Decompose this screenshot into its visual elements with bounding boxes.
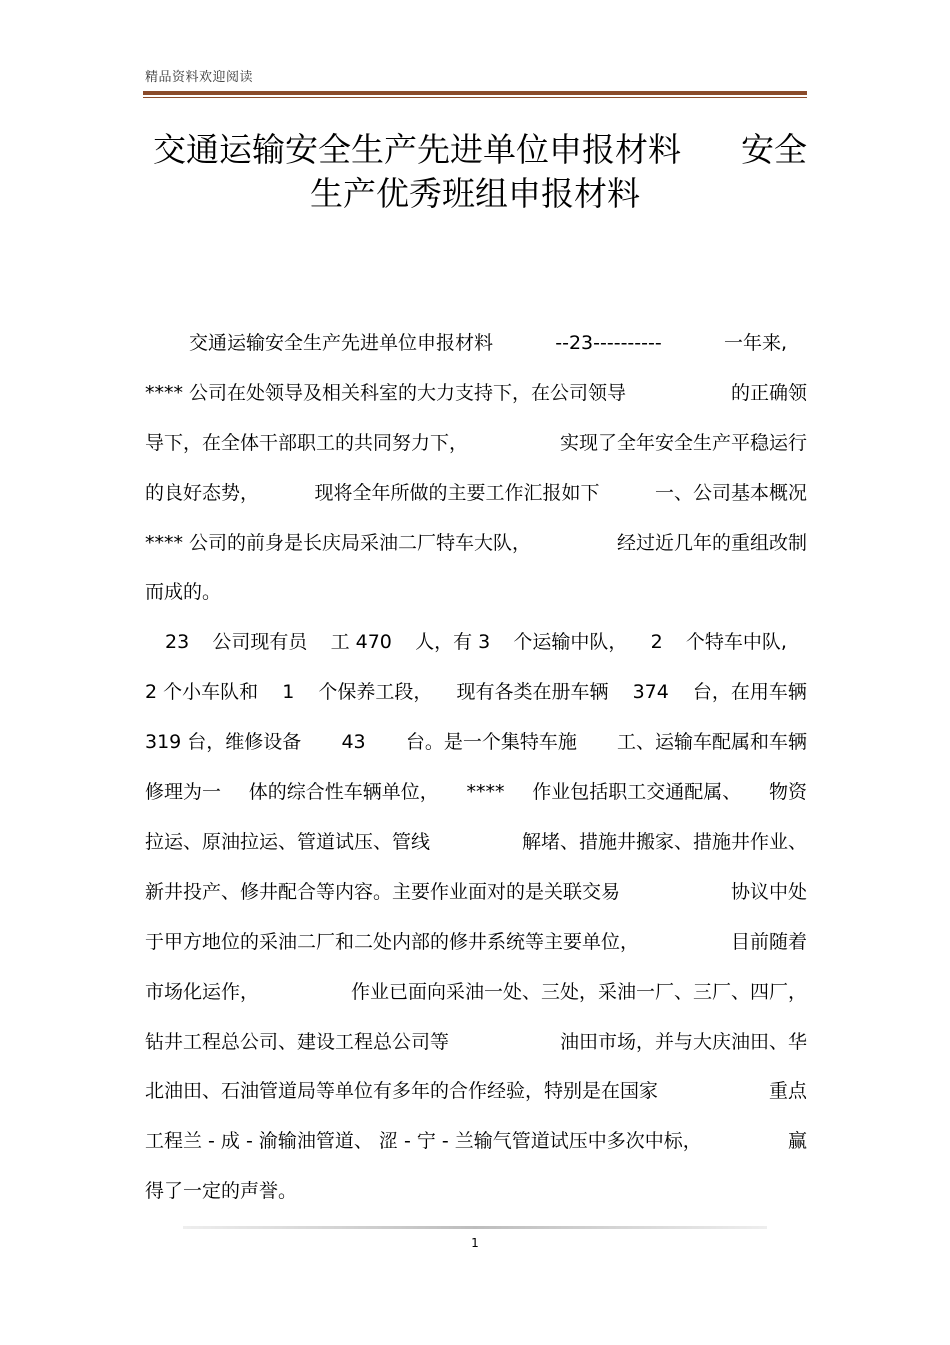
header-note: 精品资料欢迎阅读 bbox=[145, 70, 254, 85]
body-text-segment: 目前随着 bbox=[730, 931, 807, 953]
body-line bbox=[145, 1078, 807, 1104]
body-text-segment: 一年来, bbox=[723, 332, 787, 354]
body-text-segment: 解堵、措施井搬家、措施井作业、 bbox=[521, 831, 807, 853]
body-text-segment: 现有各类在册车辆 bbox=[456, 681, 609, 703]
body-text-segment: 实现了全年安全生产平稳运行 bbox=[559, 432, 807, 454]
body-text-segment: 374 bbox=[632, 681, 669, 703]
body-text-segment: 工 470 bbox=[330, 631, 392, 653]
body-text-segment: 体的综合性车辆单位， bbox=[248, 781, 439, 803]
body-text-segment: 交通运输安全生产先进单位申报材料 bbox=[189, 332, 494, 354]
body-text-segment: 赢 bbox=[787, 1130, 807, 1152]
body-text-segment: 台。是一个集特车施 bbox=[405, 731, 577, 753]
body-text-segment: **** 公司的前身是长庆局采油二厂特车大队， bbox=[145, 532, 532, 554]
body-line bbox=[145, 530, 807, 556]
body-line bbox=[145, 579, 807, 605]
body-text-segment: 个运输中队， bbox=[513, 631, 628, 653]
body-line bbox=[145, 380, 807, 406]
body-text-segment: 人，有 3 bbox=[415, 631, 491, 653]
header-rule bbox=[143, 91, 807, 95]
body-text-segment: --23---------- bbox=[555, 332, 662, 354]
body-text-segment: 319 台，维修设备 bbox=[145, 731, 302, 753]
document-title-line-1 bbox=[143, 128, 807, 172]
body-text-segment: 经过近几年的重组改制 bbox=[616, 532, 807, 554]
body-text-segment: **** bbox=[466, 781, 505, 803]
body-text-segment: 工程兰 - 成 - 渝输油管道、 涩 - 宁 - 兰输气管道试压中多次中标， bbox=[145, 1130, 702, 1152]
body-text-segment: 新井投产、修井配合等内容。主要作业面对的是关联交易 bbox=[145, 881, 621, 903]
body-line bbox=[145, 1178, 807, 1204]
body-text-segment: 工、运输车配属和车辆 bbox=[616, 731, 807, 753]
document-title-line-2: 生产优秀班组申报材料 bbox=[310, 174, 640, 213]
body-text-segment: 油田市场，并与大庆油田、华 bbox=[559, 1031, 807, 1053]
body-text-segment: 个保养工段， bbox=[318, 681, 433, 703]
body-text-segment: 公司现有员 bbox=[212, 631, 308, 653]
body-text-segment: 1 bbox=[282, 681, 295, 703]
body-text-segment: 一、公司基本概况 bbox=[654, 482, 807, 504]
page-number: 1 bbox=[471, 1236, 479, 1250]
body-text-segment: 于甲方地位的采油二厂和二处内部的修井系统等主要单位， bbox=[145, 931, 640, 953]
body-line bbox=[145, 430, 807, 456]
body-text-segment: 2 个小车队和 bbox=[145, 681, 259, 703]
body-line bbox=[165, 629, 787, 655]
body-text-segment: 得了一定的声誉。 bbox=[145, 1180, 298, 1202]
body-text-segment: 现将全年所做的主要工作汇报如下 bbox=[314, 482, 600, 504]
body-text-segment: 作业包括职工交通配属、 bbox=[532, 781, 742, 803]
body-text-segment: 修理为一 bbox=[145, 781, 222, 803]
body-line bbox=[145, 480, 807, 506]
body-text-segment: 导下，在全体干部职工的共同努力下， bbox=[145, 432, 469, 454]
body-text-segment: **** 公司在处领导及相关科室的大力支持下，在公司领导 bbox=[145, 382, 627, 404]
body-text-segment: 重点 bbox=[768, 1080, 807, 1102]
body-line bbox=[145, 729, 807, 755]
body-text-segment: 43 bbox=[341, 731, 366, 753]
body-text-segment: 2 bbox=[650, 631, 663, 653]
body-text-segment: 市场化运作， bbox=[145, 981, 260, 1003]
body-line bbox=[145, 929, 807, 955]
body-text-segment: 物资 bbox=[768, 781, 807, 803]
body-line bbox=[145, 979, 807, 1005]
title-text-left: 交通运输安全生产先进单位申报材料 bbox=[153, 130, 681, 169]
footer-rule bbox=[183, 1226, 767, 1229]
body-text-segment: 作业已面向采油一处、三处，采油一厂、三厂、四厂， bbox=[350, 981, 807, 1003]
body-text-segment: 而成的。 bbox=[145, 581, 222, 603]
body-text-segment: 台，在用车辆 bbox=[692, 681, 807, 703]
title-text-right: 安全 bbox=[741, 130, 807, 169]
body-text-segment: 协议中处 bbox=[730, 881, 807, 903]
body-line bbox=[145, 879, 807, 905]
body-text-segment: 的良好态势， bbox=[145, 482, 260, 504]
body-line bbox=[145, 829, 807, 855]
body-text-segment: 钻井工程总公司、建设工程总公司等 bbox=[145, 1031, 450, 1053]
body-line bbox=[189, 330, 787, 356]
body-text-segment: 拉运、原油拉运、管道试压、管线 bbox=[145, 831, 431, 853]
body-line bbox=[145, 1029, 807, 1055]
body-text-segment: 的正确领 bbox=[730, 382, 807, 404]
body-text-segment: 个特车中队, bbox=[685, 631, 787, 653]
body-text-segment: 北油田、石油管道局等单位有多年的合作经验，特别是在国家 bbox=[145, 1080, 659, 1102]
body-line bbox=[145, 779, 807, 805]
body-text-segment: 23 bbox=[165, 631, 190, 653]
header-rule-thin bbox=[143, 97, 807, 98]
body-line bbox=[145, 679, 807, 705]
body-line bbox=[145, 1128, 807, 1154]
